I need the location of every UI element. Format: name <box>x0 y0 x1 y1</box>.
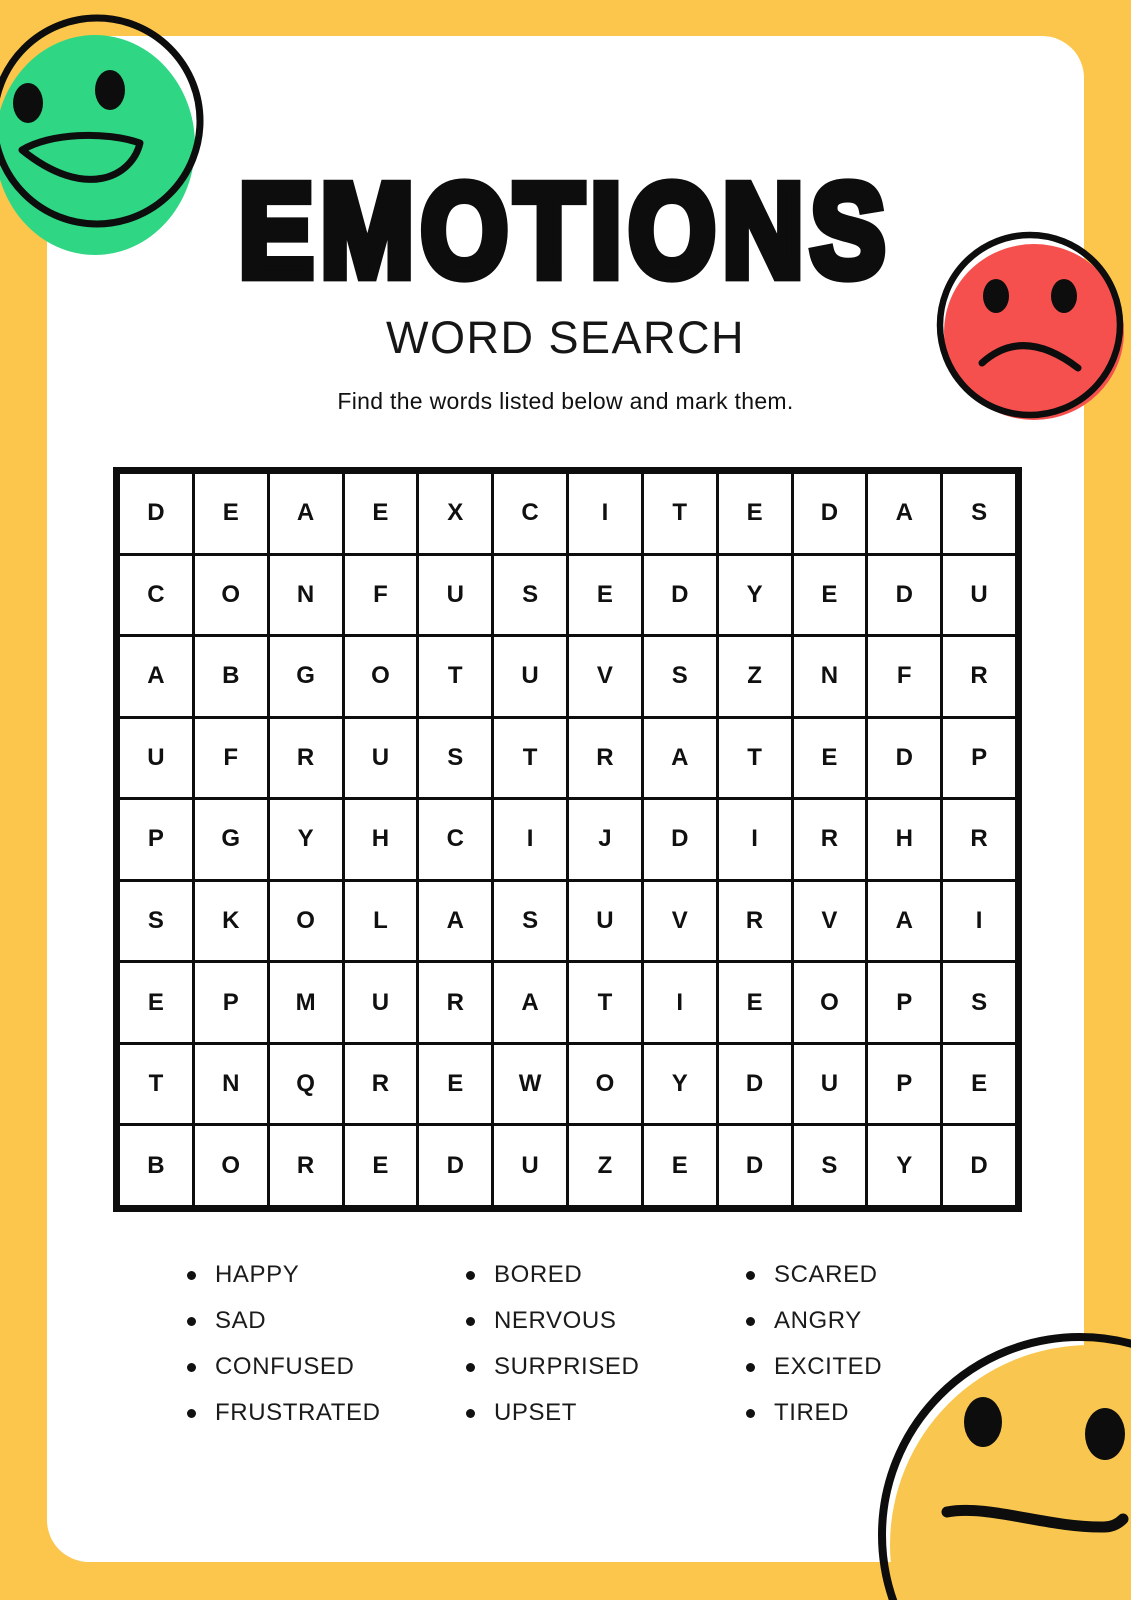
word-list-item <box>466 1298 639 1344</box>
grid-cell[interactable]: V <box>794 882 866 961</box>
grid-cell[interactable]: Z <box>569 1126 641 1205</box>
grid-cell[interactable]: D <box>644 800 716 879</box>
grid-cell[interactable]: T <box>569 963 641 1042</box>
grid-cell[interactable]: N <box>794 637 866 716</box>
grid-cell[interactable]: R <box>345 1045 417 1124</box>
grid-cell[interactable]: D <box>868 556 940 635</box>
word-label: UPSET <box>494 1399 578 1426</box>
grid-cell[interactable]: E <box>719 474 791 553</box>
grid-cell[interactable]: V <box>644 882 716 961</box>
grid-cell[interactable]: U <box>569 882 641 961</box>
word-list-item <box>466 1390 639 1436</box>
grid-cell[interactable]: T <box>719 719 791 798</box>
grid-cell[interactable]: P <box>868 963 940 1042</box>
grid-cell[interactable]: S <box>644 637 716 716</box>
grid-cell[interactable]: Y <box>270 800 342 879</box>
grid-cell[interactable]: H <box>868 800 940 879</box>
page-subtitle: WORD SEARCH <box>385 312 745 363</box>
grid-cell[interactable]: O <box>270 882 342 961</box>
grid-cell[interactable]: B <box>195 637 267 716</box>
grid-cell[interactable]: G <box>195 800 267 879</box>
grid-cell[interactable]: O <box>195 556 267 635</box>
grid-cell[interactable]: E <box>419 1045 491 1124</box>
grid-cell[interactable]: I <box>644 963 716 1042</box>
grid-cell[interactable]: I <box>494 800 566 879</box>
grid-cell[interactable]: E <box>569 556 641 635</box>
bullet-icon <box>746 1363 755 1372</box>
grid-cell[interactable]: U <box>494 1126 566 1205</box>
grid-cell[interactable]: E <box>345 474 417 553</box>
grid-cell[interactable]: R <box>270 719 342 798</box>
grid-cell[interactable]: D <box>794 474 866 553</box>
word-label: NERVOUS <box>494 1307 617 1334</box>
word-list-item <box>187 1252 381 1298</box>
grid-cell[interactable]: A <box>868 474 940 553</box>
grid-cell[interactable]: A <box>270 474 342 553</box>
bullet-icon <box>746 1409 755 1418</box>
grid-cell[interactable]: S <box>794 1126 866 1205</box>
grid-cell[interactable]: O <box>345 637 417 716</box>
grid-cell[interactable]: T <box>120 1045 192 1124</box>
word-label: CONFUSED <box>215 1353 355 1380</box>
grid-cell[interactable]: S <box>120 882 192 961</box>
grid-cell[interactable]: S <box>943 474 1015 553</box>
word-list-column <box>746 1252 882 1436</box>
grid-cell[interactable]: K <box>195 882 267 961</box>
grid-cell[interactable]: D <box>719 1045 791 1124</box>
grid-cell[interactable]: X <box>419 474 491 553</box>
grid-cell[interactable]: E <box>195 474 267 553</box>
grid-cell[interactable]: O <box>794 963 866 1042</box>
grid-cell[interactable]: R <box>419 963 491 1042</box>
grid-cell[interactable]: I <box>719 800 791 879</box>
instructions-text: Find the words listed below and mark them. <box>337 388 794 414</box>
grid-cell[interactable]: A <box>868 882 940 961</box>
grid-cell[interactable]: P <box>868 1045 940 1124</box>
word-label: EXCITED <box>774 1353 883 1380</box>
bullet-icon <box>466 1317 475 1326</box>
bullet-icon <box>746 1271 755 1280</box>
grid-cell[interactable]: Y <box>644 1045 716 1124</box>
grid-cell[interactable]: T <box>419 637 491 716</box>
word-label: FRUSTRATED <box>215 1399 381 1426</box>
grid-cell[interactable]: C <box>419 800 491 879</box>
grid-cell[interactable]: E <box>345 1126 417 1205</box>
grid-cell[interactable]: F <box>195 719 267 798</box>
grid-cell[interactable]: T <box>644 474 716 553</box>
word-list-item <box>746 1344 882 1390</box>
grid-cell[interactable]: E <box>120 963 192 1042</box>
grid-cell[interactable]: U <box>794 1045 866 1124</box>
grid-cell[interactable]: S <box>419 719 491 798</box>
grid-cell[interactable]: E <box>943 1045 1015 1124</box>
bullet-icon <box>746 1317 755 1326</box>
word-list-column <box>466 1252 639 1436</box>
grid-cell[interactable]: Y <box>868 1126 940 1205</box>
grid-cell[interactable]: S <box>494 556 566 635</box>
grid-cell[interactable]: R <box>270 1126 342 1205</box>
grid-cell[interactable]: B <box>120 1126 192 1205</box>
bullet-icon <box>466 1409 475 1418</box>
grid-cell[interactable]: O <box>195 1126 267 1205</box>
word-label: SAD <box>215 1307 267 1334</box>
grid-cell[interactable]: Y <box>719 556 791 635</box>
bullet-icon <box>187 1409 196 1418</box>
bullet-icon <box>466 1271 475 1280</box>
grid-cell[interactable]: Z <box>719 637 791 716</box>
grid-cell[interactable]: G <box>270 637 342 716</box>
word-list-item <box>746 1298 882 1344</box>
grid-cell[interactable]: H <box>345 800 417 879</box>
grid-cell[interactable]: A <box>644 719 716 798</box>
bullet-icon <box>187 1317 196 1326</box>
grid-cell[interactable]: Q <box>270 1045 342 1124</box>
grid-cell[interactable]: P <box>120 800 192 879</box>
grid-cell[interactable]: D <box>719 1126 791 1205</box>
word-list-item <box>466 1252 639 1298</box>
grid-cell[interactable]: R <box>943 637 1015 716</box>
word-list-item <box>466 1344 639 1390</box>
grid-cell[interactable]: F <box>345 556 417 635</box>
grid-cell[interactable]: D <box>868 719 940 798</box>
word-label: HAPPY <box>215 1261 300 1288</box>
word-label: BORED <box>494 1261 583 1288</box>
grid-cell[interactable]: L <box>345 882 417 961</box>
grid-cell[interactable]: U <box>345 719 417 798</box>
grid-cell[interactable]: R <box>794 800 866 879</box>
grid-cell[interactable]: P <box>195 963 267 1042</box>
grid-cell[interactable]: U <box>419 556 491 635</box>
grid-cell[interactable]: C <box>120 556 192 635</box>
grid-cell[interactable]: T <box>494 719 566 798</box>
grid-cell[interactable]: S <box>494 882 566 961</box>
word-list-item <box>746 1252 882 1298</box>
grid-cell[interactable]: V <box>569 637 641 716</box>
word-label: SCARED <box>774 1261 878 1288</box>
word-list-item <box>187 1298 381 1344</box>
grid-cell[interactable]: E <box>719 963 791 1042</box>
word-list-item <box>187 1344 381 1390</box>
grid-cell[interactable]: P <box>943 719 1015 798</box>
word-label: ANGRY <box>774 1307 862 1334</box>
grid-cell[interactable]: U <box>120 719 192 798</box>
grid-cell[interactable]: E <box>644 1126 716 1205</box>
bullet-icon <box>466 1363 475 1372</box>
word-search-grid <box>113 467 1022 1212</box>
grid-cell[interactable]: U <box>345 963 417 1042</box>
grid-cell[interactable]: S <box>943 963 1015 1042</box>
grid-cell[interactable]: W <box>494 1045 566 1124</box>
grid-cell[interactable]: D <box>419 1126 491 1205</box>
grid-cell[interactable]: I <box>943 882 1015 961</box>
word-list-column <box>187 1252 381 1436</box>
word-label: SURPRISED <box>494 1353 640 1380</box>
grid-cell[interactable]: E <box>794 719 866 798</box>
word-list-item <box>746 1390 882 1436</box>
grid-cell[interactable]: U <box>943 556 1015 635</box>
grid-cell[interactable]: O <box>569 1045 641 1124</box>
word-label: TIRED <box>774 1399 849 1426</box>
grid-cell[interactable]: U <box>494 637 566 716</box>
bullet-icon <box>187 1363 196 1372</box>
grid-cell[interactable]: I <box>569 474 641 553</box>
grid-cell[interactable]: F <box>868 637 940 716</box>
bullet-icon <box>187 1271 196 1280</box>
grid-cell[interactable]: R <box>943 800 1015 879</box>
grid-cell[interactable]: A <box>494 963 566 1042</box>
word-list-item <box>187 1390 381 1436</box>
grid-cell[interactable]: A <box>419 882 491 961</box>
grid-cell[interactable]: D <box>120 474 192 553</box>
grid-cell[interactable]: M <box>270 963 342 1042</box>
grid-cell[interactable]: N <box>270 556 342 635</box>
grid-cell[interactable]: R <box>569 719 641 798</box>
grid-cell[interactable]: A <box>120 637 192 716</box>
grid-cell[interactable]: R <box>719 882 791 961</box>
grid-cell[interactable]: J <box>569 800 641 879</box>
grid-cell[interactable]: D <box>943 1126 1015 1205</box>
page-title: EMOTIONS <box>238 156 893 304</box>
grid-cell[interactable]: E <box>794 556 866 635</box>
grid-cell[interactable]: D <box>644 556 716 635</box>
grid-cell[interactable]: C <box>494 474 566 553</box>
grid-cell[interactable]: N <box>195 1045 267 1124</box>
